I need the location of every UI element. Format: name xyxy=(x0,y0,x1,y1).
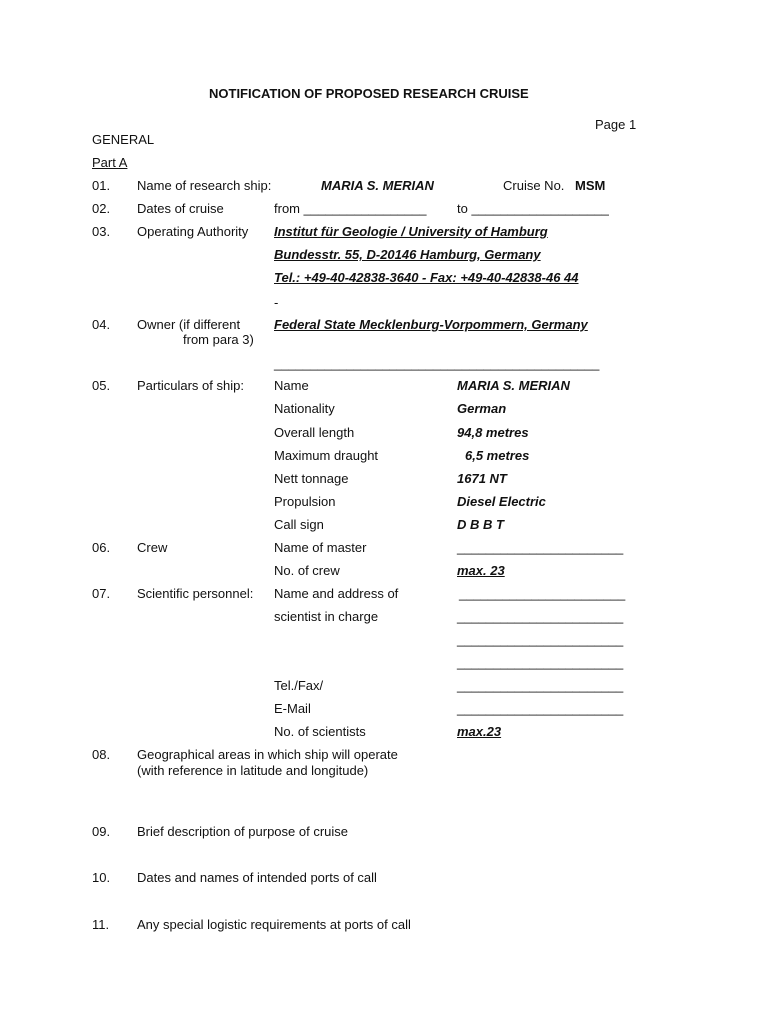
cruise-no-value: MSM xyxy=(575,178,606,193)
operating-authority-line-1: Institut für Geologie / University of Hamburg xyxy=(274,224,548,239)
scientist-address-blank: _______________________ xyxy=(459,586,626,601)
item-08-label-1: Geographical areas in which ship will operate xyxy=(137,747,398,762)
ship-particular-key: Maximum draught xyxy=(274,448,379,463)
ship-particular-value: 94,8 metres xyxy=(457,425,529,440)
page-number: Page 1 xyxy=(595,117,637,132)
item-05-label: Particulars of ship: xyxy=(137,378,244,393)
document-title: NOTIFICATION OF PROPOSED RESEARCH CRUISE xyxy=(209,86,529,101)
item-07-label: Scientific personnel: xyxy=(137,586,254,601)
ship-particular-key: Nett tonnage xyxy=(274,471,349,486)
item-04-label-2: from para 3) xyxy=(183,332,254,347)
item-11-label: Any special logistic requirements at ports of call xyxy=(137,917,411,932)
master-name-label: Name of master xyxy=(274,540,367,555)
part-a-heading: Part A xyxy=(92,155,128,170)
operating-authority-line-2: Bundesstr. 55, D-20146 Hamburg, Germany xyxy=(274,247,541,262)
ship-particular-key: Overall length xyxy=(274,425,355,440)
item-10-number: 10. xyxy=(92,870,111,885)
scientist-address-blank: _______________________ xyxy=(457,655,624,670)
item-09-number: 09. xyxy=(92,824,111,839)
section-general: GENERAL xyxy=(92,132,155,147)
item-03-number: 03. xyxy=(92,224,111,239)
item-07-number: 07. xyxy=(92,586,111,601)
operating-authority-line-4: - xyxy=(274,295,279,310)
operating-authority-line-3: Tel.: +49-40-42838-3640 - Fax: +49-40-42838-46 44 xyxy=(274,270,579,285)
ship-particular-value: Diesel Electric xyxy=(457,494,546,509)
owner-value: Federal State Mecklenburg-Vorpommern, Germany xyxy=(274,317,588,332)
cruise-no-label: Cruise No. xyxy=(503,178,565,193)
item-09-label: Brief description of purpose of cruise xyxy=(137,824,348,839)
scientist-address-blank: _______________________ xyxy=(457,632,624,647)
ship-particular-value: MARIA S. MERIAN xyxy=(457,378,570,393)
dates-to-field: to ___________________ xyxy=(457,201,609,216)
ship-particular-value: D B B T xyxy=(457,517,504,532)
ship-name-value: MARIA S. MERIAN xyxy=(321,178,434,193)
item-06-label: Crew xyxy=(137,540,168,555)
owner-rule: _____________________________________________ xyxy=(274,356,600,371)
scientist-address-label-2: scientist in charge xyxy=(274,609,379,624)
ship-particular-value: 6,5 metres xyxy=(465,448,530,463)
item-08-label-2: (with reference in latitude and longitude) xyxy=(137,763,369,778)
tel-fax-blank: _______________________ xyxy=(457,678,624,693)
crew-count-value: max. 23 xyxy=(457,563,505,578)
email-blank: _______________________ xyxy=(457,701,624,716)
item-01-number: 01. xyxy=(92,178,111,193)
master-name-blank: _______________________ xyxy=(457,540,624,555)
ship-particular-key: Name xyxy=(274,378,309,393)
scientist-count-label: No. of scientists xyxy=(274,724,366,739)
scientist-count-value: max.23 xyxy=(457,724,502,739)
item-04-label-1: Owner (if different xyxy=(137,317,241,332)
item-08-number: 08. xyxy=(92,747,111,762)
item-02-number: 02. xyxy=(92,201,111,216)
scientist-address-label-1: Name and address of xyxy=(274,586,399,601)
item-11-number: 11. xyxy=(92,917,110,932)
item-04-number: 04. xyxy=(92,317,111,332)
item-02-label: Dates of cruise xyxy=(137,201,224,216)
ship-particular-value: 1671 NT xyxy=(457,471,507,486)
ship-particular-value: German xyxy=(457,401,507,416)
dates-from-field: from _________________ xyxy=(274,201,427,216)
email-label: E-Mail xyxy=(274,701,311,716)
tel-fax-label: Tel./Fax/ xyxy=(274,678,324,693)
crew-count-label: No. of crew xyxy=(274,563,340,578)
item-06-number: 06. xyxy=(92,540,111,555)
ship-particular-key: Propulsion xyxy=(274,494,336,509)
item-05-number: 05. xyxy=(92,378,111,393)
ship-particular-key: Nationality xyxy=(274,401,335,416)
item-10-label: Dates and names of intended ports of call xyxy=(137,870,377,885)
scientist-address-blank: _______________________ xyxy=(457,609,624,624)
item-01-label: Name of research ship: xyxy=(137,178,272,193)
ship-particular-key: Call sign xyxy=(274,517,324,532)
item-03-label: Operating Authority xyxy=(137,224,249,239)
